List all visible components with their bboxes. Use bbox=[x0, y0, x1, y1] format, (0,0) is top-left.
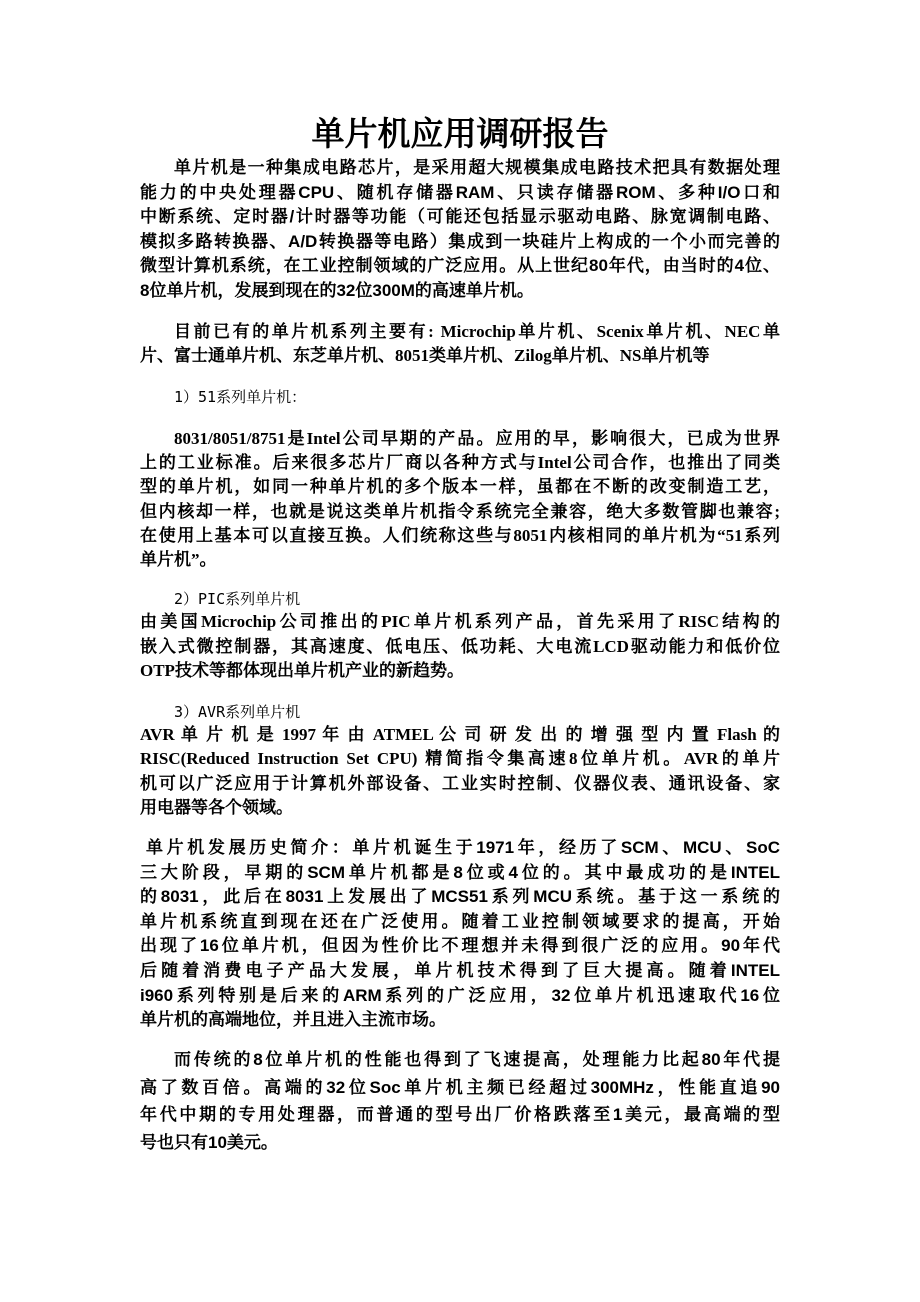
text-line: 由美国Microchip公司推出的PIC单片机系列产品，首先采用了RISC结构的 bbox=[140, 612, 780, 631]
text-line: 高了数百倍。高端的32位Soc单片机主频已经超过300MHz，性能直追90 bbox=[140, 1077, 780, 1097]
text-line: 在使用上基本可以直接互换。人们统称这些与8051内核相同的单片机为“51系列 bbox=[140, 525, 780, 545]
section-avr-paragraph bbox=[140, 723, 780, 820]
section-heading-avr: 3）AVR系列单片机 bbox=[174, 703, 301, 721]
text-line: 中断系统、定时器/计时器等功能（可能还包括显示驱动电路、脉宽调制电路、 bbox=[140, 207, 780, 227]
text-line: 嵌入式微控制器，其高速度、低电压、低功耗、大电流LCD驱动能力和低价位 bbox=[140, 636, 780, 656]
text-line: 片、富士通单片机、东芝单片机、8051类单片机、Zilog单片机、NS单片机等 bbox=[140, 346, 710, 365]
text-line: 能力的中央处理器CPU、随机存储器RAM、只读存储器ROM、多种I/O口和 bbox=[140, 182, 780, 202]
text-line: 单片机的高端地位，并且进入主流市场。 bbox=[140, 1010, 446, 1030]
section-heading-51: 1）51系列单片机： bbox=[174, 388, 307, 406]
performance-paragraph bbox=[140, 1046, 780, 1156]
section-51-paragraph bbox=[140, 427, 780, 572]
text-line: 后随着消费电子产品大发展，单片机技术得到了巨大提高。随着INTEL bbox=[140, 960, 780, 980]
text-line: 单片机发展历史简介：单片机诞生于1971年，经历了SCM、MCU、SoC bbox=[146, 838, 780, 857]
text-line: 而传统的8位单片机的性能也得到了飞速提高，处理能力比起80年代提 bbox=[174, 1050, 780, 1069]
series-overview-paragraph bbox=[140, 320, 780, 368]
text-line: 8031/8051/8751是Intel公司早期的产品。应用的早，影响很大，已成为世界 bbox=[174, 429, 780, 448]
text-line: 微型计算机系统，在工业控制领域的广泛应用。从上世纪80年代，由当时的4位、 bbox=[140, 256, 780, 276]
text-line: 的8031，此后在8031上发展出了MCS51系列MCU系统。基于这一系统的 bbox=[140, 887, 780, 907]
text-line: 模拟多路转换器、A/D转换器等电路）集成到一块硅片上构成的一个小而完善的 bbox=[140, 231, 780, 251]
text-line: AVR 单 片 机 是 1997 年 由 ATMEL 公 司 研 发 出 的 增 强 型 内 置 Flash 的 bbox=[140, 725, 780, 744]
text-line: 机可以广泛应用于计算机外部设备、工业实时控制、仪器仪表、通讯设备、家 bbox=[140, 773, 780, 793]
text-line: 用电器等各个领域。 bbox=[140, 797, 293, 817]
text-line: OTP技术等都体现出单片机产业的新趋势。 bbox=[140, 661, 464, 680]
section-pic-paragraph bbox=[140, 610, 780, 684]
intro-paragraph bbox=[140, 156, 780, 304]
text-line: 但内核却一样，也就是说这类单片机指令系统完全兼容，绝大多数管脚也兼容; bbox=[140, 501, 780, 521]
page-title: 单片机应用调研报告 bbox=[311, 114, 609, 153]
text-line: 型的单片机，如同一种单片机的多个版本一样，虽都在不断的改变制造工艺， bbox=[140, 477, 780, 497]
text-line: 出现了16位单片机，但因为性价比不理想并未得到很广泛的应用。90年代 bbox=[140, 936, 780, 956]
text-line: 三大阶段，早期的SCM单片机都是8位或4位的。其中最成功的是INTEL bbox=[140, 862, 780, 882]
text-line: 单片机”。 bbox=[140, 550, 217, 570]
section-heading-pic: 2）PIC系列单片机 bbox=[174, 590, 301, 608]
text-line: 单片机是一种集成电路芯片，是采用超大规模集成电路技术把具有数据处理 bbox=[174, 158, 780, 177]
text-line: 目前已有的单片机系列主要有: Microchip单片机、Scenix单片机、NEC单 bbox=[174, 322, 780, 341]
text-line: 单片机系统直到现在还在广泛使用。随着工业控制领域要求的提高，开始 bbox=[140, 911, 780, 931]
text-line: 号也只有10美元。 bbox=[140, 1132, 278, 1152]
text-line: i960系列特别是后来的ARM系列的广泛应用，32位单片机迅速取代16位 bbox=[140, 985, 780, 1005]
text-line: 8位单片机，发展到现在的32位300M的高速单片机。 bbox=[140, 280, 534, 300]
text-line: 年代中期的专用处理器，而普通的型号出厂价格跌落至1美元，最高端的型 bbox=[140, 1105, 780, 1124]
history-paragraph bbox=[140, 836, 780, 1033]
text-line: RISC(Reduced Instruction Set CPU) 精简指令集高速8位单片机。AVR的单片 bbox=[140, 749, 780, 769]
text-line: 上的工业标准。后来很多芯片厂商以各种方式与Intel公司合作，也推出了同类 bbox=[140, 453, 780, 473]
